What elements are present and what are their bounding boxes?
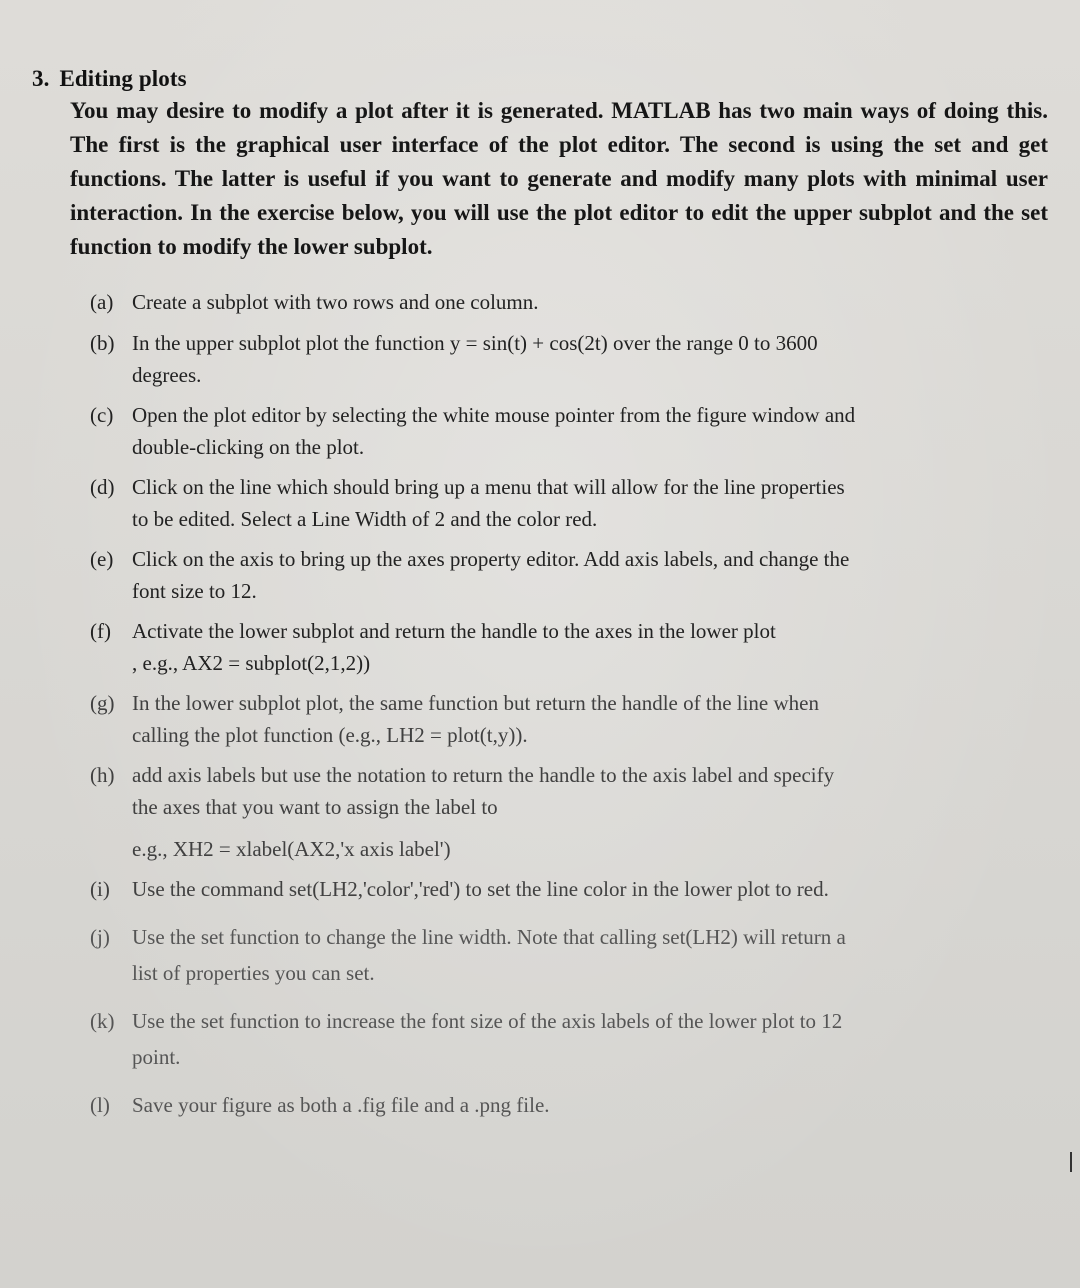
- page-edge-mark: [1070, 1152, 1072, 1172]
- intro-paragraph: You may desire to modify a plot after it is generated. MATLAB has two main ways of doing this. The first is the graphical user interface of the plot editor. The second is using the set and get functions. The latter is useful if you want to generate and modify many plots with minimal user interaction. In the exercise below, you will use the plot editor to edit the upper subplot and the set function to modify the lower subplot.: [70, 98, 1048, 259]
- item-example: e.g., XH2 = xlabel(AX2,'x axis label'): [132, 837, 451, 861]
- exercise-item-h: [90, 759, 1005, 865]
- item-text: degrees.: [132, 363, 202, 387]
- exercise-item-k: [90, 1003, 1005, 1075]
- item-text: calling the plot function (e.g., LH2 = plot(t,y)).: [132, 723, 528, 747]
- item-label: (j): [90, 925, 110, 949]
- item-text: to be edited. Select a Line Width of 2 and the color red.: [132, 507, 598, 531]
- exercise-item-e: [90, 543, 1005, 607]
- item-text: Click on the axis to bring up the axes property editor. Add axis labels, and change the: [132, 547, 850, 571]
- item-text: the axes that you want to assign the label to: [132, 795, 498, 819]
- item-label: (a): [90, 290, 114, 314]
- section-number: 3.: [32, 66, 50, 91]
- item-text: Click on the line which should bring up a menu that will allow for the line properties: [132, 475, 845, 499]
- exercise-item-j: [90, 919, 1005, 991]
- section-title-text: Editing plots: [59, 66, 187, 91]
- item-label: (b): [90, 331, 115, 355]
- exercise-item-l: [90, 1089, 1005, 1121]
- item-text: , e.g., AX2 = subplot(2,1,2)): [132, 651, 371, 675]
- item-label: (g): [90, 691, 115, 715]
- item-text: Open the plot editor by selecting the white mouse pointer from the figure window and: [132, 403, 856, 427]
- exercise-item-d: [90, 471, 1005, 535]
- exercise-item-i: [90, 873, 1005, 905]
- item-label: (d): [90, 475, 115, 499]
- item-text: double-clicking on the plot.: [132, 435, 365, 459]
- item-text: In the lower subplot plot, the same function but return the handle of the line when: [132, 691, 819, 715]
- item-label: (i): [90, 877, 110, 901]
- item-label: (c): [90, 403, 114, 427]
- item-label: (h): [90, 763, 115, 787]
- item-label: (k): [90, 1009, 115, 1033]
- exercise-list: [90, 286, 1005, 1129]
- item-text: In the upper subplot plot the function y = sin(t) + cos(2t) over the range 0 to 3600: [132, 331, 818, 355]
- item-text: list of properties you can set.: [132, 961, 375, 985]
- exercise-item-f: [90, 615, 1005, 679]
- item-label: (f): [90, 619, 111, 643]
- item-text: point.: [132, 1045, 181, 1069]
- exercise-item-g: [90, 687, 1005, 751]
- exercise-item-b: [90, 327, 1005, 391]
- item-text: Use the set function to change the line width. Note that calling set(LH2) will return a: [132, 925, 846, 949]
- item-text: Save your figure as both a .fig file and a .png file.: [132, 1093, 550, 1117]
- item-label: (l): [90, 1093, 110, 1117]
- section-title: [32, 66, 187, 92]
- item-label: (e): [90, 547, 114, 571]
- item-text: Create a subplot with two rows and one column.: [132, 290, 539, 314]
- exercise-item-c: [90, 399, 1005, 463]
- item-text: font size to 12.: [132, 579, 257, 603]
- exercise-item-a: [90, 286, 1005, 318]
- item-text: add axis labels but use the notation to return the handle to the axis label and specify: [132, 763, 835, 787]
- item-text: Use the set function to increase the font size of the axis labels of the lower plot to 12: [132, 1009, 843, 1033]
- item-text: Activate the lower subplot and return the handle to the axes in the lower plot: [132, 619, 776, 643]
- item-text: Use the command set(LH2,'color','red') to set the line color in the lower plot to red.: [132, 877, 829, 901]
